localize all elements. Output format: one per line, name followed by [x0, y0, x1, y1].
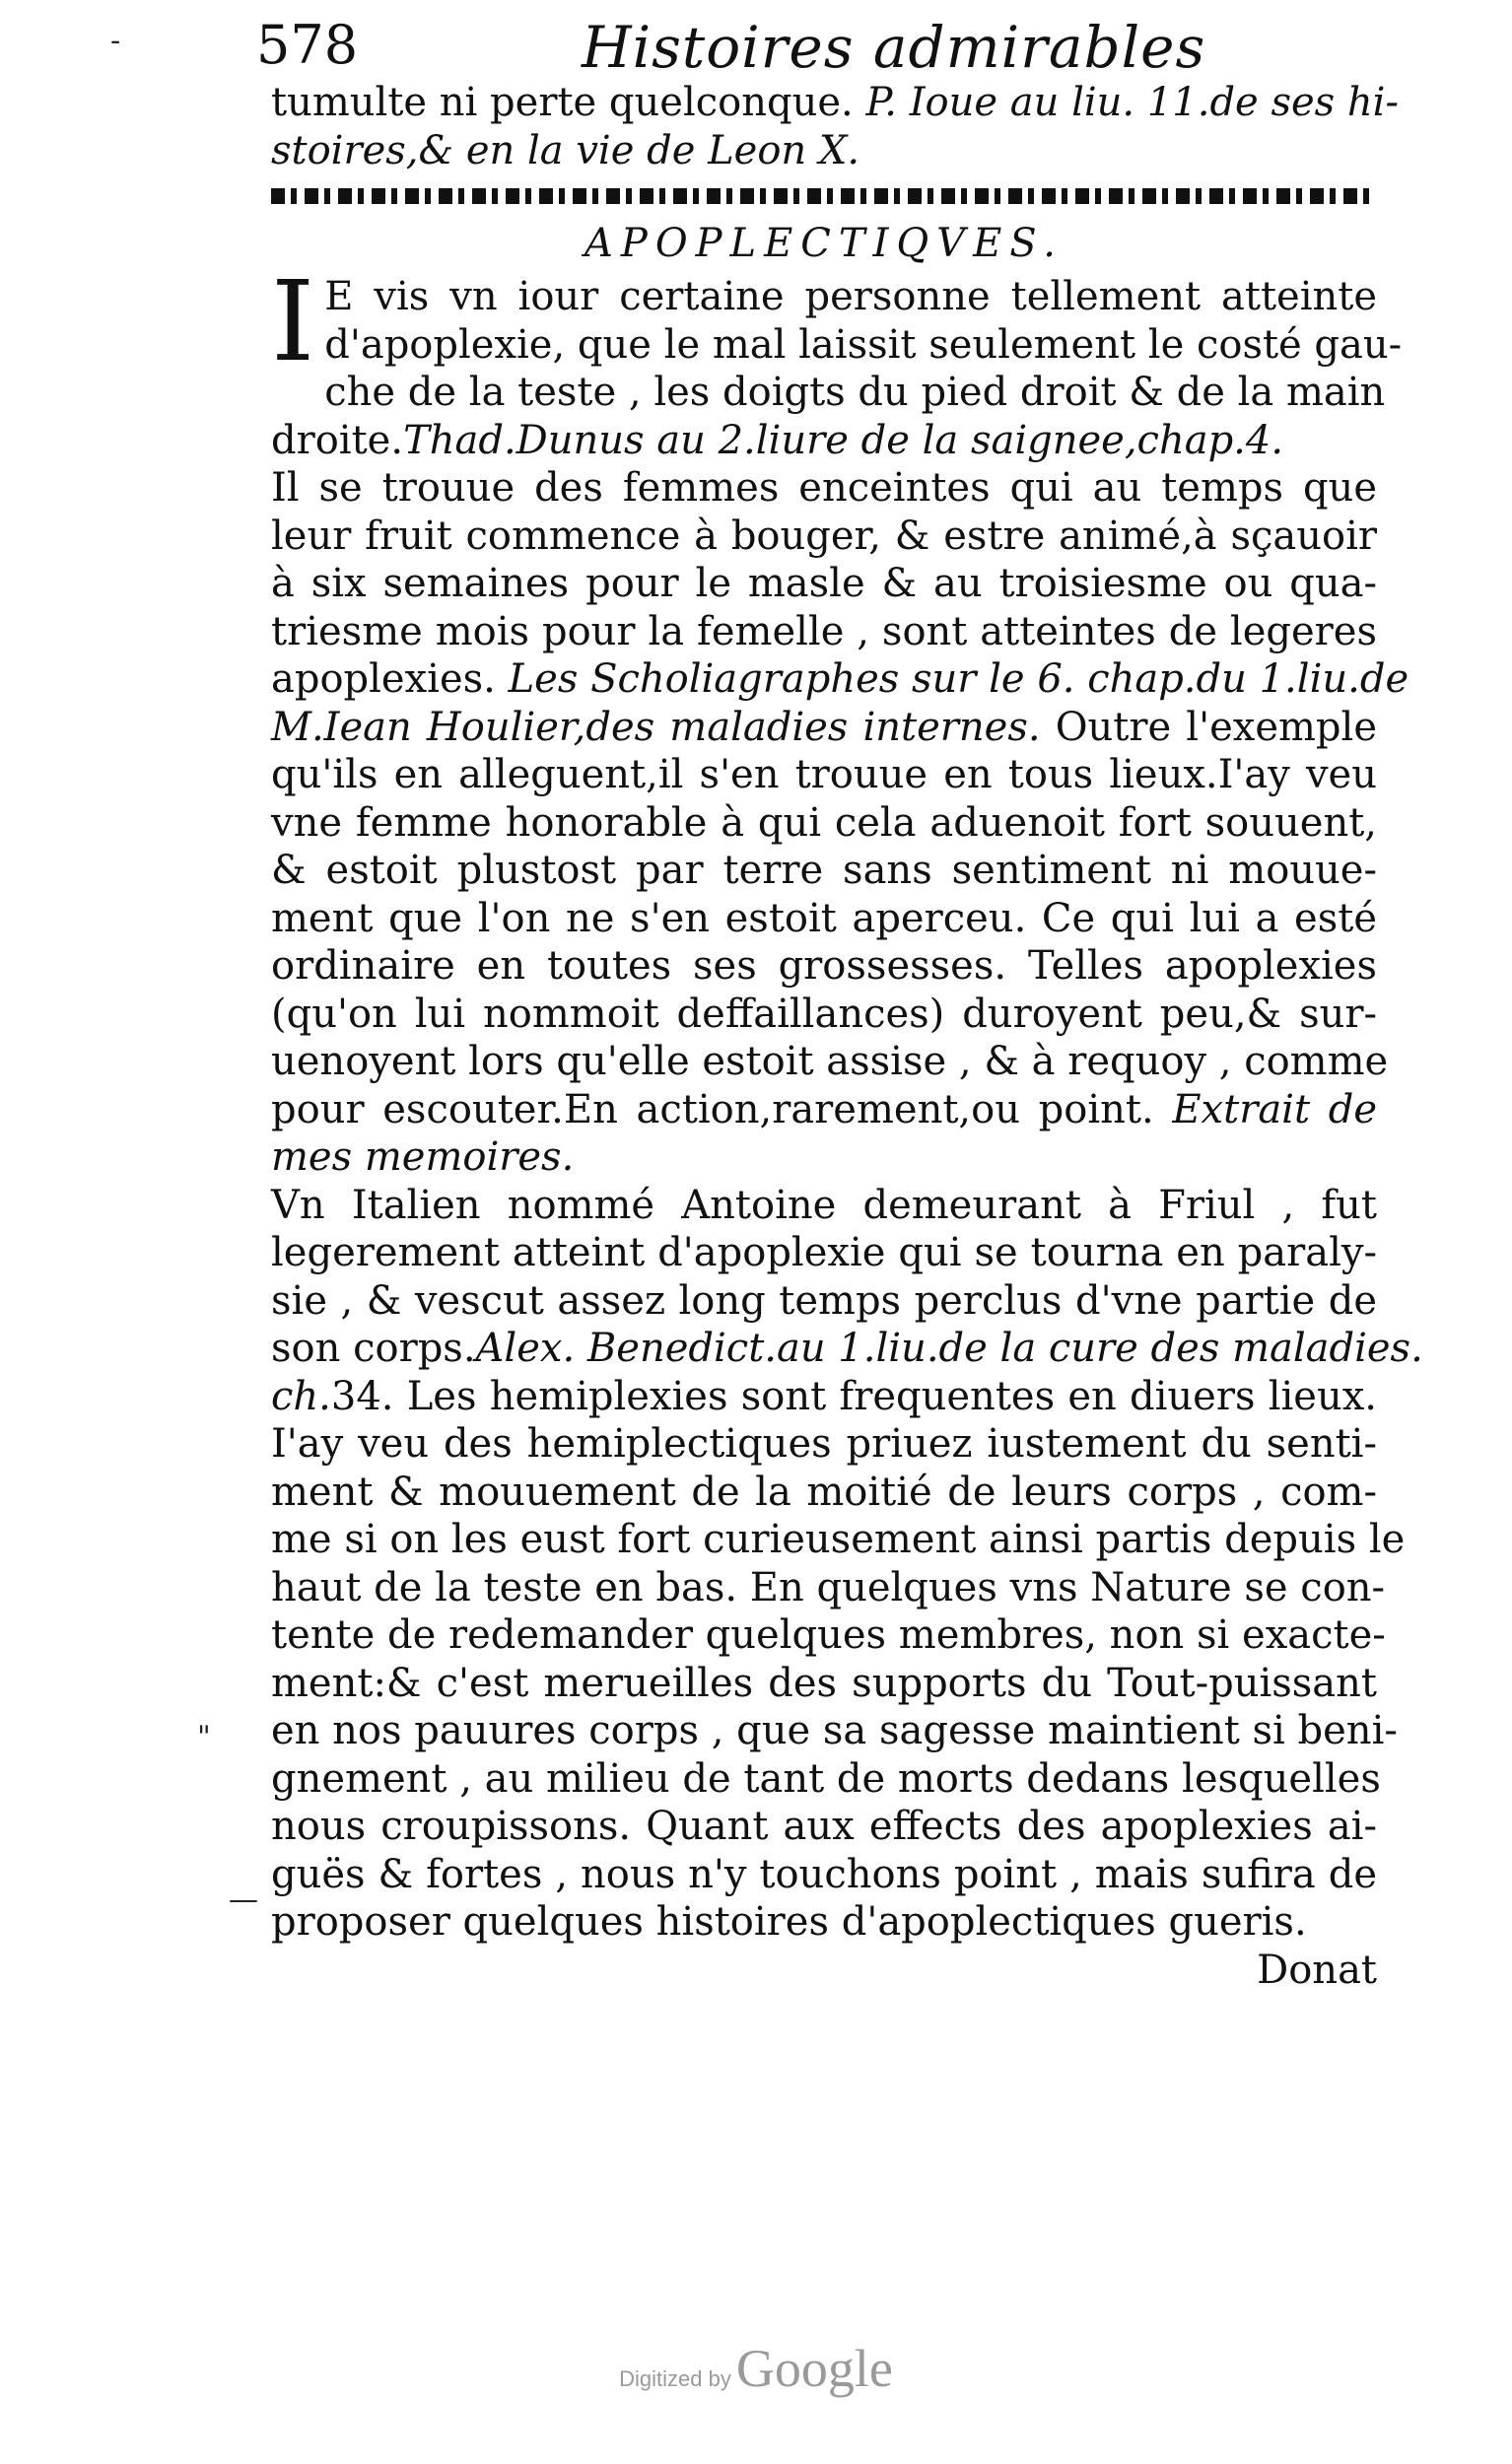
ornament-rule: [271, 188, 1377, 204]
margin-mark: -: [110, 24, 121, 58]
section-heading: APOPLECTIQVES.: [584, 221, 1064, 266]
margin-mark: ": [197, 1720, 211, 1754]
citation: Les Scholiagraphes sur le 6. chap.du 1.liu.de: [508, 656, 1409, 702]
text-line: [271, 1755, 1381, 1804]
text-run: tente de redemander quelques membres, non si exacte-: [271, 1612, 1386, 1658]
running-title: Histoires admirables: [582, 14, 1206, 81]
paragraph-continuation: [271, 79, 1399, 174]
margin-mark: —: [229, 1882, 258, 1917]
citation: M.Iean Houlier,des maladies internes.: [271, 704, 1041, 750]
text-run: ment:& c'est merueilles des supports du Tout-puissant: [271, 1660, 1377, 1706]
text-line: [271, 1325, 1423, 1373]
text-line: [271, 513, 1377, 561]
text-run: à six semaines pour le masle & au troisiesme ou qua-: [271, 561, 1377, 606]
google-logo: Google: [735, 2339, 893, 2398]
text-line: [271, 560, 1377, 608]
text-run: sie , & vescut assez long temps perclus d'vne partie de: [271, 1277, 1377, 1324]
text-run: proposer quelques histoires d'apoplectiques gueris.: [271, 1899, 1307, 1945]
text-line: [271, 369, 1386, 417]
text-line: [271, 991, 1377, 1039]
text-run: haut de la teste en bas. En quelques vns Nature se con-: [271, 1564, 1386, 1610]
text-run: droite.: [271, 417, 404, 463]
text-line: [271, 273, 1377, 321]
text-line: [271, 321, 1403, 370]
text-line: [271, 1420, 1377, 1469]
text-run: tumulte ni perte quelconque.: [271, 80, 866, 125]
text-run: nous croupissons. Quant aux effects des apoplexies ai-: [271, 1804, 1377, 1849]
text-line: [271, 1660, 1377, 1708]
text-line: [271, 799, 1377, 848]
text-line: [271, 1373, 1377, 1421]
text-run: triesme mois pour la femelle , sont atteintes de legeres: [271, 608, 1377, 654]
text-line: [271, 127, 1377, 175]
text-run: uenoyent lors qu'elle estoit assise , & à requoy , comme: [271, 1039, 1389, 1084]
citation: Thad.Dunus au 2.liure de la saignee,chap.4.: [403, 417, 1284, 463]
text-run: ordinaire en toutes ses grossesses. Telles apoplexies: [271, 943, 1377, 989]
text-run: ment & mouuement de la moitié de leurs corps , com-: [271, 1469, 1377, 1515]
digitization-footer: [0, 2338, 1512, 2399]
text-line: [271, 655, 1409, 704]
paragraph-block: [271, 258, 1423, 1947]
text-run: gnement , au milieu de tant de morts dedans lesquelles: [271, 1755, 1381, 1802]
text-line: [271, 1516, 1406, 1564]
citation: mes memoires.: [271, 1134, 575, 1180]
text-run: (qu'on lui nommoit deffaillances) duroyent peu,& sur-: [271, 991, 1377, 1037]
text-line: [271, 464, 1377, 513]
text-line: [271, 1564, 1386, 1612]
text-run: en nos pauures corps , que sa sagesse maintient si beni-: [271, 1708, 1398, 1753]
text-line: [271, 1851, 1377, 1899]
text-line: [271, 704, 1377, 752]
text-run: apoplexies.: [271, 656, 509, 702]
text-run: d'apoplexie, que le mal laissit seulement le costé gau-: [324, 321, 1403, 368]
catchword: Donat: [1257, 1947, 1377, 1993]
text-run: son corps.: [271, 1326, 476, 1371]
text-line: [271, 1803, 1377, 1851]
text-run: leur fruit commence à bouger, & estre animé,à sçauoir: [271, 513, 1377, 559]
text-line: [271, 847, 1377, 895]
text-line: [271, 1277, 1377, 1326]
text-run: me si on les eust fort curieusement ainsi partis depuis le: [271, 1517, 1406, 1562]
text-line: [271, 1038, 1389, 1086]
text-run: & estoit plustost par terre sans sentiment ni mouue-: [271, 848, 1377, 893]
text-line: [271, 751, 1377, 799]
text-line: [271, 417, 1377, 465]
digitized-by-label: Digitized by: [619, 2366, 731, 2391]
text-run: legerement atteint d'apoplexie qui se tourna en paraly-: [271, 1230, 1377, 1275]
text-line: [271, 79, 1399, 127]
text-line: [271, 1182, 1377, 1230]
text-line: [271, 1707, 1398, 1755]
text-line: [271, 1086, 1377, 1134]
text-run: qu'ils en alleguent,il s'en trouue en tous lieux.I'ay veu: [271, 752, 1377, 797]
citation: stoires,& en la vie de Leon X.: [271, 127, 860, 173]
citation: Extrait de: [1172, 1086, 1377, 1132]
text-run: I'ay veu des hemiplectiques priuez iustement du senti-: [271, 1421, 1377, 1467]
page-number: 578: [256, 14, 359, 76]
text-run: Vn Italien nommé Antoine demeurant à Friul , fut: [271, 1182, 1377, 1228]
text-line: [271, 1611, 1386, 1660]
text-run: vne femme honorable à qui cela aduenoit fort souuent,: [271, 799, 1377, 846]
text-run: ment que l'on ne s'en estoit aperceu. Ce qui lui a esté: [271, 895, 1377, 941]
text-run: che de la teste , les doigts du pied droit & de la main: [324, 370, 1386, 415]
text-line: [271, 895, 1377, 943]
text-run: Outre l'exemple: [1040, 704, 1378, 750]
citation: ch.: [271, 1373, 331, 1419]
text-line: [271, 608, 1377, 656]
text-line: [271, 1469, 1377, 1517]
text-line: [271, 1898, 1377, 1947]
text-run: E vis vn iour certaine personne tellement atteinte: [324, 274, 1377, 319]
text-run: Il se trouue des femmes enceintes qui au temps que: [271, 465, 1377, 511]
text-line: [271, 942, 1377, 991]
body-text: [271, 79, 1423, 1994]
text-run: 34. Les hemiplexies sont frequentes en diuers lieux.: [330, 1373, 1377, 1419]
citation: P. Ioue au liu. 11.de ses hi-: [865, 80, 1399, 125]
citation: Alex. Benedict.au 1.liu.de la cure des maladies.: [475, 1326, 1423, 1371]
text-line: [271, 1133, 1377, 1182]
text-run: pour escouter.En action,rarement,ou point.: [271, 1086, 1173, 1132]
text-line: [271, 1229, 1377, 1277]
text-run: guës & fortes , nous n'y touchons point , mais sufira de: [271, 1851, 1377, 1897]
drop-capital: I: [271, 258, 315, 386]
